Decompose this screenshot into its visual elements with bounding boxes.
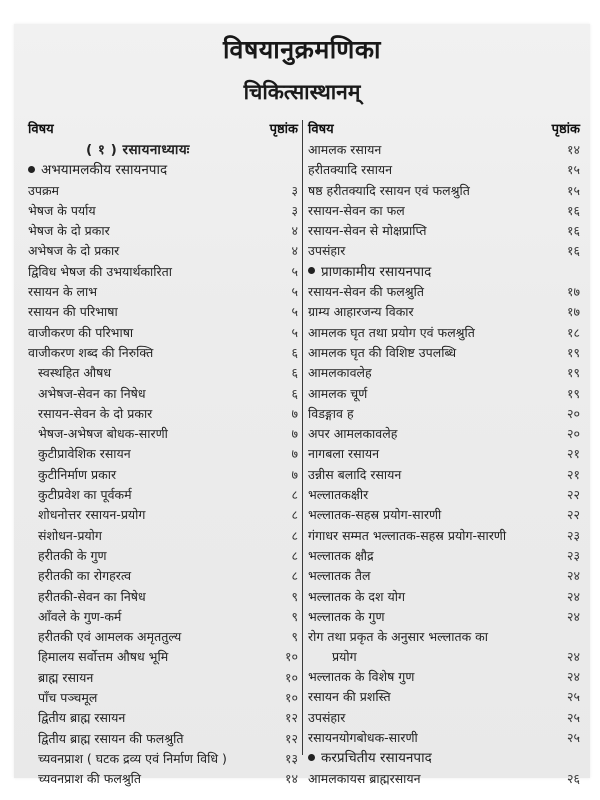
toc-page-number: २० — [566, 405, 580, 421]
toc-page-number: १४ — [284, 771, 298, 787]
toc-entry-title: भल्लातक-सहस्र प्रयोग-सारणी — [308, 507, 442, 523]
toc-page-number: १३ — [284, 750, 298, 766]
toc-entry[interactable] — [308, 526, 580, 546]
column-header — [28, 120, 298, 140]
toc-entry-title: रसायन की परिभाषा — [28, 304, 118, 320]
toc-page-number: ८ — [291, 547, 298, 563]
toc-entry[interactable] — [28, 749, 298, 769]
toc-entry[interactable] — [28, 627, 298, 647]
toc-page-number: ८ — [291, 487, 298, 503]
toc-entry-title: उपसंहार — [308, 709, 346, 725]
toc-page-number: १५ — [566, 162, 580, 178]
toc-entry[interactable] — [308, 302, 580, 322]
section-title: अभयामलकीय रसायनपाद — [41, 162, 168, 179]
toc-entry-title: कुटीप्रावेशिक रसायन — [38, 446, 131, 462]
toc-entry-title: शोधनोत्तर रसायन-प्रयोग — [38, 507, 146, 523]
toc-page-number: २५ — [566, 709, 580, 725]
toc-entry[interactable] — [28, 647, 298, 667]
toc-entry-title: हरीतक्यादि रसायन — [308, 162, 393, 178]
toc-page-number: ९ — [291, 608, 298, 624]
toc-page-number: २० — [566, 426, 580, 442]
toc-page-number: १८ — [566, 324, 580, 340]
toc-entry[interactable] — [308, 363, 580, 383]
toc-page-number: २६ — [566, 770, 580, 786]
toc-page — [14, 24, 590, 787]
toc-entry-title: द्विविध भेषज की उभयार्थकारिता — [28, 263, 173, 279]
toc-page-number: २३ — [566, 547, 580, 563]
toc-page-number: ७ — [291, 426, 298, 442]
toc-entry[interactable] — [28, 708, 298, 728]
toc-entry[interactable] — [308, 769, 580, 789]
toc-page-number: १० — [284, 690, 298, 706]
toc-entry-title: च्यवनप्राश ( घटक द्रव्य एवं निर्माण विधि ) — [38, 750, 227, 766]
toc-page-number: ५ — [291, 324, 298, 340]
page-header: पृष्ठांक — [269, 122, 298, 137]
toc-entry[interactable] — [308, 404, 580, 424]
toc-entry[interactable] — [28, 729, 298, 749]
toc-entry-title: भेषज के दो प्रकार — [28, 223, 110, 239]
toc-entry-title: च्यवनप्राश की फलश्रुति — [38, 771, 142, 787]
toc-page-number: ६ — [291, 365, 298, 381]
toc-entry-title: हरीतकी के गुण — [38, 547, 107, 563]
toc-entry-title: भल्लातक के विशेष गुण — [308, 669, 415, 685]
toc-entry-title: भल्लातक क्षौद्र — [308, 547, 374, 563]
toc-entry[interactable] — [308, 607, 580, 627]
toc-entry-title: उपसंहार — [308, 243, 346, 259]
toc-page-number: १६ — [566, 243, 580, 259]
toc-entry[interactable] — [28, 444, 298, 464]
toc-entry-title — [308, 748, 432, 768]
toc-entry[interactable] — [28, 181, 298, 201]
page-subtitle: चिकित्सास्थानम् — [243, 80, 361, 104]
toc-page-number: ५ — [291, 284, 298, 300]
column-header — [308, 120, 580, 140]
toc-entry-title: अपर आमलकावलेह — [308, 426, 398, 442]
section-title: करप्रचितीय रसायनपाद — [321, 750, 432, 767]
toc-page-number: १६ — [566, 223, 580, 239]
toc-page-number: २१ — [566, 446, 580, 462]
toc-entry-title: रसायन-सेवन का फल — [308, 202, 405, 218]
toc-entry-title-continuation: प्रयोग — [332, 649, 357, 665]
toc-entry[interactable] — [28, 343, 298, 363]
toc-entry[interactable] — [308, 323, 580, 343]
toc-entry-title: उन्नीस बलादि रसायन — [308, 466, 402, 482]
toc-entry[interactable] — [28, 465, 298, 485]
toc-section-heading[interactable] — [308, 262, 580, 282]
toc-entry[interactable] — [308, 485, 580, 505]
toc-page-number: १७ — [566, 284, 580, 300]
toc-entry[interactable] — [308, 505, 580, 525]
toc-entry-title: नागबला रसायन — [308, 446, 380, 462]
toc-entry[interactable] — [28, 566, 298, 586]
toc-entry-title: स्वस्थहित औषध — [38, 365, 112, 381]
toc-entry[interactable] — [28, 485, 298, 505]
toc-entry[interactable] — [308, 465, 580, 485]
toc-entry-title: हरीतकी का रोगहरत्व — [38, 568, 132, 584]
toc-page-number: १९ — [566, 385, 580, 401]
toc-entry[interactable] — [308, 627, 580, 667]
toc-page-number: २२ — [566, 487, 580, 503]
toc-entry-title: आमलक रसायन — [308, 142, 382, 157]
toc-entry-title: वाजीकरण की परिभाषा — [28, 324, 134, 340]
toc-entry-title: वाजीकरण शब्द की निरुक्ति — [28, 344, 154, 360]
toc-entry-title: हरीतकी-सेवन का निषेध — [38, 588, 146, 604]
toc-entry[interactable] — [308, 424, 580, 444]
toc-entry-title: भेषज-अभेषज बोधक-सारणी — [38, 426, 168, 442]
section-title: प्राणकामीय रसायनपाद — [321, 263, 432, 280]
toc-entry[interactable] — [308, 587, 580, 607]
toc-page-number: १७ — [566, 304, 580, 320]
toc-entry-title: रसायन की प्रशस्ति — [308, 689, 391, 705]
toc-entry[interactable] — [308, 201, 580, 221]
toc-page-number: २५ — [566, 689, 580, 705]
toc-page-number: ७ — [291, 466, 298, 482]
toc-entry[interactable] — [308, 221, 580, 241]
toc-page-number: ६ — [291, 385, 298, 401]
toc-page-number: ७ — [291, 405, 298, 421]
toc-page-number: १० — [284, 669, 298, 685]
page-title: विषयानुक्रमणिका — [222, 35, 382, 64]
toc-entry[interactable] — [28, 526, 298, 546]
toc-entry[interactable] — [308, 728, 580, 748]
toc-page-number: १० — [284, 649, 298, 665]
toc-entry[interactable] — [28, 769, 298, 789]
toc-page-number: १६ — [566, 202, 580, 218]
toc-right-column — [308, 120, 580, 789]
bullet-icon — [308, 267, 315, 274]
toc-entry[interactable] — [28, 688, 298, 708]
toc-entry-title: पाँच पञ्चमूल — [38, 690, 98, 706]
toc-entry[interactable] — [28, 363, 298, 383]
toc-entry-title: रसायन-सेवन से मोक्षप्राप्ति — [308, 223, 427, 239]
subject-header: विषय — [308, 122, 334, 137]
toc-entry-title: द्वितीय ब्राह्म रसायन की फलश्रुति — [38, 730, 184, 746]
toc-entry[interactable] — [308, 160, 580, 180]
toc-entry-title: भल्लातकक्षीर — [308, 487, 369, 503]
toc-entry[interactable] — [28, 323, 298, 343]
toc-entry-title: कुटीप्रवेश का पूर्वकर्म — [38, 487, 132, 503]
bullet-icon — [28, 166, 35, 173]
toc-entry[interactable] — [308, 708, 580, 728]
toc-page-number: १२ — [284, 730, 298, 746]
toc-page-number: १४ — [566, 142, 580, 157]
toc-entry[interactable] — [28, 607, 298, 627]
toc-page-number: २४ — [566, 608, 580, 624]
toc-entry[interactable] — [28, 505, 298, 525]
toc-page-number: १२ — [284, 710, 298, 726]
toc-chapter-heading[interactable] — [28, 140, 298, 160]
toc-entry[interactable] — [308, 241, 580, 261]
toc-page-number: २३ — [566, 527, 580, 543]
toc-entry-title: ( १ ) रसायनाध्यायः — [86, 142, 190, 158]
toc-page-number: ३ — [291, 202, 298, 218]
toc-entry[interactable] — [28, 262, 298, 282]
toc-entry[interactable] — [28, 241, 298, 261]
toc-entry[interactable] — [28, 221, 298, 241]
toc-section-heading[interactable] — [308, 748, 580, 768]
toc-entry[interactable] — [28, 587, 298, 607]
toc-entry-title: रसायनयोगबोधक-सारणी — [308, 730, 418, 746]
toc-entry[interactable] — [28, 424, 298, 444]
toc-page-number: ७ — [291, 446, 298, 462]
toc-entry-title: भल्लातक के दश योग — [308, 588, 406, 604]
toc-entry-title: भल्लातक तैल — [308, 568, 371, 584]
page-header: पृष्ठांक — [551, 122, 580, 137]
toc-entry-title: आँवले के गुण-कर्म — [38, 608, 122, 624]
toc-page-number: २५ — [566, 730, 580, 746]
toc-entry-title: भेषज के पर्याय — [28, 202, 96, 218]
toc-entry[interactable] — [308, 181, 580, 201]
toc-entry[interactable] — [308, 546, 580, 566]
toc-entry[interactable] — [28, 668, 298, 688]
toc-entry[interactable] — [28, 282, 298, 302]
toc-entry[interactable] — [28, 384, 298, 404]
toc-entry[interactable] — [308, 687, 580, 707]
toc-entry[interactable] — [308, 140, 580, 160]
toc-entry-title: कुटीनिर्माण प्रकार — [38, 466, 117, 482]
toc-page-number: ६ — [291, 344, 298, 360]
toc-page-number: ९ — [291, 588, 298, 604]
toc-entry-title: अभेषज-सेवन का निषेध — [38, 385, 146, 401]
toc-entry-title: अभेषज के दो प्रकार — [28, 243, 120, 259]
toc-page-number: २४ — [566, 649, 580, 665]
toc-entry-title: आमलक घृत की विशिष्ट उपलब्धि — [308, 344, 457, 360]
toc-page-number: १५ — [566, 182, 580, 198]
toc-entry[interactable] — [28, 546, 298, 566]
toc-page-number: ८ — [291, 507, 298, 523]
toc-entry-title: उपक्रम — [28, 182, 60, 198]
toc-page-number: ८ — [291, 568, 298, 584]
toc-entry-title: भल्लातक के गुण — [308, 608, 385, 624]
toc-entry-title — [308, 627, 488, 667]
toc-page-number: ४ — [291, 243, 298, 259]
toc-page-number: २४ — [566, 568, 580, 584]
toc-entry-title: गंगाधर सम्मत भल्लातक-सहस्र प्रयोग-सारणी — [308, 527, 507, 543]
toc-entry[interactable] — [308, 343, 580, 363]
toc-entry[interactable] — [308, 282, 580, 302]
toc-page-number: २१ — [566, 466, 580, 482]
toc-entry[interactable] — [28, 404, 298, 424]
toc-entry-title: आमलक चूर्ण — [308, 385, 368, 401]
toc-entry-title: ब्राह्म रसायन — [38, 669, 94, 685]
toc-entry-title: रसायन-सेवन के दो प्रकार — [38, 405, 153, 421]
toc-entry-title: रसायन के लाभ — [28, 284, 98, 300]
toc-left-column — [28, 120, 298, 790]
toc-entry[interactable] — [308, 444, 580, 464]
toc-entry[interactable] — [28, 201, 298, 221]
bullet-icon — [308, 754, 315, 761]
toc-entry-title: संशोधन-प्रयोग — [38, 527, 102, 543]
column-divider — [302, 120, 303, 755]
toc-page-number: ९ — [291, 629, 298, 645]
toc-page-number: ४ — [291, 223, 298, 239]
toc-entry-title: षष्ठ हरीतक्यादि रसायन एवं फलश्रुति — [308, 182, 470, 198]
toc-page-number: ५ — [291, 263, 298, 279]
toc-entry-title: ग्राम्य आहारजन्य विकार — [308, 304, 414, 320]
toc-entry-title-line: रोग तथा प्रकृत के अनुसार भल्लातक का — [308, 629, 489, 645]
toc-page-number: ३ — [291, 182, 298, 198]
toc-page-number: २४ — [566, 669, 580, 685]
toc-entry-title — [308, 262, 431, 282]
toc-entry-title: हरीतकी एवं आमलक अमृततुल्य — [38, 629, 182, 645]
subject-header: विषय — [28, 122, 54, 137]
toc-page-number: १९ — [566, 365, 580, 381]
toc-entry-title: हिमालय सर्वोत्तम औषध भूमि — [38, 649, 169, 665]
toc-entry-title: आमलक घृत तथा प्रयोग एवं फलश्रुति — [308, 324, 475, 340]
toc-page-number: ८ — [291, 527, 298, 543]
toc-entry-title: आमलकावलेह — [308, 365, 372, 381]
toc-entry[interactable] — [308, 384, 580, 404]
toc-entry[interactable] — [308, 667, 580, 687]
toc-entry-title: द्वितीय ब्राह्म रसायन — [38, 710, 126, 726]
toc-entry-title: रसायन-सेवन की फलश्रुति — [308, 284, 424, 300]
toc-page-number: १९ — [566, 344, 580, 360]
toc-entry[interactable] — [308, 566, 580, 586]
toc-entry[interactable] — [28, 302, 298, 322]
toc-entry-title: विडङ्गाव ह — [308, 405, 354, 421]
toc-page-number: २२ — [566, 507, 580, 523]
toc-section-heading[interactable] — [28, 160, 298, 180]
toc-entry-title — [28, 160, 167, 180]
toc-entry-title: आमलकायस ब्राह्मरसायन — [308, 770, 421, 786]
toc-page-number: ५ — [291, 304, 298, 320]
toc-page-number: २४ — [566, 588, 580, 604]
